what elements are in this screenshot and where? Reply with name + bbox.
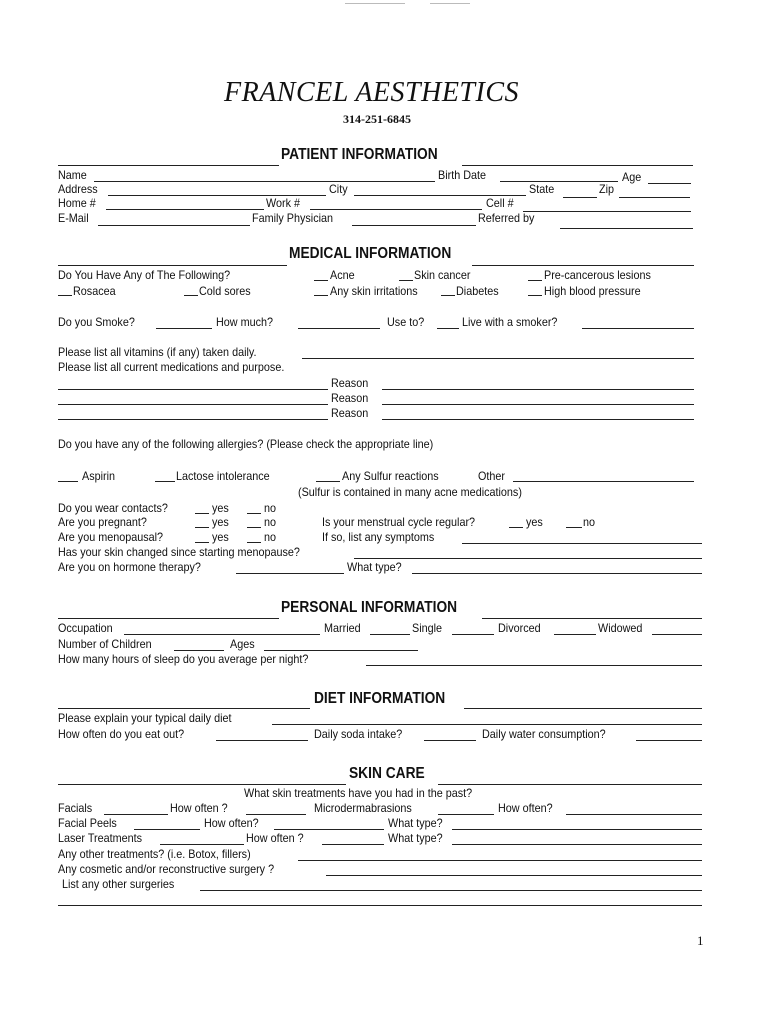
- label-peels: Facial Peels: [58, 816, 117, 830]
- check-contacts-no[interactable]: [247, 513, 261, 514]
- field-vitamins[interactable]: [302, 358, 694, 359]
- label-soda: Daily soda intake?: [314, 727, 403, 741]
- check-rosacea[interactable]: [58, 295, 72, 296]
- field-facials[interactable]: [104, 814, 168, 815]
- section-heading-diet: DIET INFORMATION: [314, 690, 446, 707]
- field-age[interactable]: [648, 183, 691, 184]
- label-age: Age: [622, 170, 642, 184]
- label-laser: Laser Treatments: [58, 831, 143, 845]
- check-menopausal-no[interactable]: [247, 542, 261, 543]
- label-cell-phone: Cell #: [486, 196, 514, 210]
- label-family-physician: Family Physician: [252, 211, 334, 225]
- field-facials-how-often[interactable]: [246, 814, 306, 815]
- check-pregnant-no[interactable]: [247, 527, 261, 528]
- label-how-much: How much?: [216, 315, 274, 329]
- check-skin-irritations[interactable]: [314, 295, 328, 296]
- check-divorced[interactable]: [554, 634, 596, 635]
- check-married[interactable]: [370, 634, 410, 635]
- label-peels-how-often: How often?: [204, 816, 259, 830]
- phone-number: 314-251-6845: [343, 112, 411, 126]
- field-eat-out[interactable]: [216, 740, 308, 741]
- label-name: Name: [58, 168, 87, 182]
- field-ages[interactable]: [264, 650, 418, 651]
- field-laser[interactable]: [160, 844, 244, 845]
- label-past-treatments: What skin treatments have you had in the past?: [244, 786, 473, 800]
- field-work-phone[interactable]: [310, 209, 482, 210]
- field-laser-how-often[interactable]: [322, 844, 384, 845]
- label-hormone: Are you on hormone therapy?: [58, 560, 201, 574]
- page-title: FRANCEL AESTHETICS: [224, 77, 520, 108]
- field-symptoms[interactable]: [462, 543, 702, 544]
- label-hormone-type: What type?: [347, 560, 402, 574]
- label-rosacea: Rosacea: [73, 284, 116, 298]
- label-diabetes: Diabetes: [456, 284, 499, 298]
- field-microderm-how-often[interactable]: [566, 814, 702, 815]
- field-medication-1[interactable]: [58, 389, 328, 390]
- label-allergies: Do you have any of the following allergies? (Please check the appropriate line): [58, 437, 434, 451]
- label-use-to: Use to?: [387, 315, 425, 329]
- check-cold-sores[interactable]: [184, 295, 198, 296]
- field-use-to[interactable]: [437, 328, 459, 329]
- label-sulfur: Any Sulfur reactions: [342, 469, 439, 483]
- label-children: Number of Children: [58, 637, 152, 651]
- label-peels-type: What type?: [388, 816, 443, 830]
- label-divorced: Divorced: [498, 621, 541, 635]
- field-daily-diet[interactable]: [272, 724, 702, 725]
- label-precancerous: Pre-cancerous lesions: [544, 268, 651, 282]
- label-other-surgeries: List any other surgeries: [62, 877, 175, 891]
- field-other-surgeries-2[interactable]: [58, 905, 702, 906]
- check-diabetes[interactable]: [441, 295, 455, 296]
- label-water: Daily water consumption?: [482, 727, 606, 741]
- section-heading-medical: MEDICAL INFORMATION: [289, 245, 452, 262]
- label-have-following: Do You Have Any of The Following?: [58, 268, 231, 282]
- label-reason-3: Reason: [331, 406, 369, 420]
- field-reason-2[interactable]: [382, 404, 694, 405]
- label-referred-by: Referred by: [478, 211, 535, 225]
- label-facials-how-often: How often ?: [170, 801, 228, 815]
- label-menopausal-yes: yes: [212, 530, 229, 544]
- label-vitamins: Please list all vitamins (if any) taken daily.: [58, 345, 257, 359]
- label-pregnant-no: no: [264, 515, 277, 529]
- field-peels[interactable]: [134, 829, 200, 830]
- label-widowed: Widowed: [598, 621, 643, 635]
- label-laser-how-often: How often ?: [246, 831, 304, 845]
- label-cold-sores: Cold sores: [199, 284, 251, 298]
- page-number: 1: [697, 933, 704, 948]
- label-state: State: [529, 182, 555, 196]
- label-microderm-how-often: How often?: [498, 801, 553, 815]
- check-skin-cancer[interactable]: [399, 280, 413, 281]
- check-lactose[interactable]: [155, 481, 175, 482]
- label-sulfur-note: (Sulfur is contained in many acne medications): [298, 485, 522, 499]
- label-facials: Facials: [58, 801, 93, 815]
- field-soda[interactable]: [424, 740, 476, 741]
- label-smoke: Do you Smoke?: [58, 315, 135, 329]
- label-other-allergy: Other: [478, 469, 506, 483]
- check-acne[interactable]: [314, 280, 328, 281]
- label-home-phone: Home #: [58, 196, 96, 210]
- label-contacts-yes: yes: [212, 501, 229, 515]
- label-pregnant: Are you pregnant?: [58, 515, 147, 529]
- section-heading-skin-care: SKIN CARE: [349, 765, 425, 782]
- field-smoke[interactable]: [156, 328, 212, 329]
- check-precancerous[interactable]: [528, 280, 542, 281]
- field-occupation[interactable]: [124, 634, 320, 635]
- field-email[interactable]: [98, 225, 250, 226]
- field-other-treatments[interactable]: [298, 860, 702, 861]
- field-laser-type[interactable]: [452, 844, 702, 845]
- label-contacts: Do you wear contacts?: [58, 501, 168, 515]
- check-pregnant-yes[interactable]: [195, 527, 209, 528]
- field-reason-3[interactable]: [382, 419, 694, 420]
- label-eat-out: How often do you eat out?: [58, 727, 185, 741]
- field-reason-1[interactable]: [382, 389, 694, 390]
- field-medication-3[interactable]: [58, 419, 328, 420]
- label-pregnant-yes: yes: [212, 515, 229, 529]
- check-high-bp[interactable]: [528, 295, 542, 296]
- check-contacts-yes[interactable]: [195, 513, 209, 514]
- field-state[interactable]: [563, 197, 597, 198]
- label-single: Single: [412, 621, 443, 635]
- field-sleep[interactable]: [366, 665, 702, 666]
- field-cell-phone[interactable]: [523, 211, 691, 212]
- label-work-phone: Work #: [266, 196, 301, 210]
- field-water[interactable]: [636, 740, 702, 741]
- label-live-smoker: Live with a smoker?: [462, 315, 558, 329]
- label-menstrual-no: no: [583, 515, 596, 529]
- field-live-smoker[interactable]: [582, 328, 694, 329]
- label-email: E-Mail: [58, 211, 89, 225]
- field-other-surgeries[interactable]: [200, 890, 702, 891]
- label-other-treatments: Any other treatments? (i.e. Botox, fillers): [58, 847, 251, 861]
- field-hormone-type[interactable]: [412, 573, 702, 574]
- section-heading-patient: PATIENT INFORMATION: [281, 146, 438, 163]
- label-menopausal: Are you menopausal?: [58, 530, 164, 544]
- field-peels-type[interactable]: [452, 829, 702, 830]
- label-lactose: Lactose intolerance: [176, 469, 270, 483]
- label-medications: Please list all current medications and purpose.: [58, 360, 285, 374]
- label-reason-1: Reason: [331, 376, 369, 390]
- field-skin-changed[interactable]: [354, 558, 702, 559]
- section-heading-personal: PERSONAL INFORMATION: [281, 599, 458, 616]
- field-name[interactable]: [94, 181, 435, 182]
- label-daily-diet: Please explain your typical daily diet: [58, 711, 232, 725]
- check-aspirin[interactable]: [58, 481, 78, 482]
- label-skin-cancer: Skin cancer: [414, 268, 471, 282]
- field-hormone[interactable]: [236, 573, 344, 574]
- label-reason-2: Reason: [331, 391, 369, 405]
- label-sleep: How many hours of sleep do you average per night?: [58, 652, 309, 666]
- field-referred-by[interactable]: [560, 228, 693, 229]
- check-sulfur[interactable]: [316, 481, 340, 482]
- label-zip: Zip: [599, 182, 615, 196]
- label-ages: Ages: [230, 637, 255, 651]
- check-menstrual-no[interactable]: [566, 527, 582, 528]
- label-laser-type: What type?: [388, 831, 443, 845]
- check-widowed[interactable]: [652, 634, 702, 635]
- label-married: Married: [324, 621, 361, 635]
- field-microderm[interactable]: [438, 814, 494, 815]
- label-cosmetic-surgery: Any cosmetic and/or reconstructive surgery ?: [58, 862, 275, 876]
- field-home-phone[interactable]: [106, 209, 264, 210]
- label-occupation: Occupation: [58, 621, 113, 635]
- label-microderm: Microdermabrasions: [314, 801, 412, 815]
- label-menstrual: Is your menstrual cycle regular?: [322, 515, 476, 529]
- field-other-allergy[interactable]: [513, 481, 694, 482]
- label-skin-changed: Has your skin changed since starting menopause?: [58, 545, 300, 559]
- check-single[interactable]: [452, 634, 494, 635]
- label-skin-irritations: Any skin irritations: [330, 284, 418, 298]
- label-aspirin: Aspirin: [82, 469, 116, 483]
- check-menopausal-yes[interactable]: [195, 542, 209, 543]
- check-menstrual-yes[interactable]: [509, 527, 523, 528]
- label-menopausal-no: no: [264, 530, 277, 544]
- label-high-bp: High blood pressure: [544, 284, 641, 298]
- field-medication-2[interactable]: [58, 404, 328, 405]
- label-address: Address: [58, 182, 98, 196]
- label-birth-date: Birth Date: [438, 168, 487, 182]
- label-menstrual-yes: yes: [526, 515, 543, 529]
- field-zip[interactable]: [619, 197, 690, 198]
- field-peels-how-often[interactable]: [274, 829, 384, 830]
- label-acne: Acne: [330, 268, 355, 282]
- field-family-physician[interactable]: [352, 225, 476, 226]
- field-cosmetic-surgery[interactable]: [326, 875, 702, 876]
- label-contacts-no: no: [264, 501, 277, 515]
- field-how-much[interactable]: [298, 328, 380, 329]
- field-children[interactable]: [174, 650, 224, 651]
- label-city: City: [329, 182, 348, 196]
- label-if-so: If so, list any symptoms: [322, 530, 435, 544]
